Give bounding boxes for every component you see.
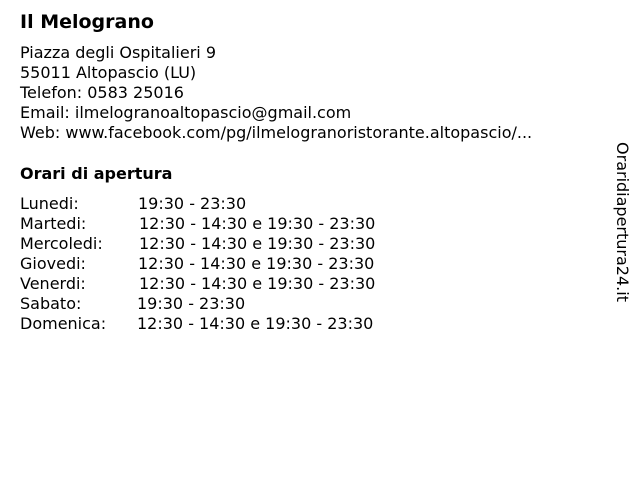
time-value: 12:30 - 14:30 e 19:30 - 23:30 <box>139 274 376 293</box>
time-value: 12:30 - 14:30 e 19:30 - 23:30 <box>138 254 375 273</box>
day-label: Lunedi: <box>20 194 79 213</box>
day-label: Mercoledi: <box>20 234 103 253</box>
time-value: 12:30 - 14:30 e 19:30 - 23:30 <box>137 314 374 333</box>
contact-block <box>20 43 532 143</box>
day-label: Martedi: <box>20 214 87 233</box>
time-value: 12:30 - 14:30 e 19:30 - 23:30 <box>139 214 376 233</box>
business-name: Il Melograno <box>20 11 154 33</box>
time-value: 12:30 - 14:30 e 19:30 - 23:30 <box>139 234 376 253</box>
site-watermark: Oraridiapertura24.it <box>613 142 632 302</box>
email-line: Email: ilmelogranoaltopascio@gmail.com <box>20 103 352 122</box>
day-label: Giovedi: <box>20 254 86 273</box>
opening-hours-heading: Orari di apertura <box>20 164 173 183</box>
web-line: Web: www.facebook.com/pg/ilmelogranoristorante.altopascio/... <box>20 123 533 142</box>
time-value: 19:30 - 23:30 <box>137 294 246 313</box>
time-value: 19:30 - 23:30 <box>138 194 247 213</box>
day-label: Sabato: <box>20 294 82 313</box>
phone-line: Telefon: 0583 25016 <box>20 83 184 102</box>
day-label: Venerdi: <box>20 274 86 293</box>
address-line-2: 55011 Altopascio (LU) <box>20 63 197 82</box>
address-line-1: Piazza degli Ospitalieri 9 <box>20 43 216 62</box>
day-label: Domenica: <box>20 314 107 333</box>
